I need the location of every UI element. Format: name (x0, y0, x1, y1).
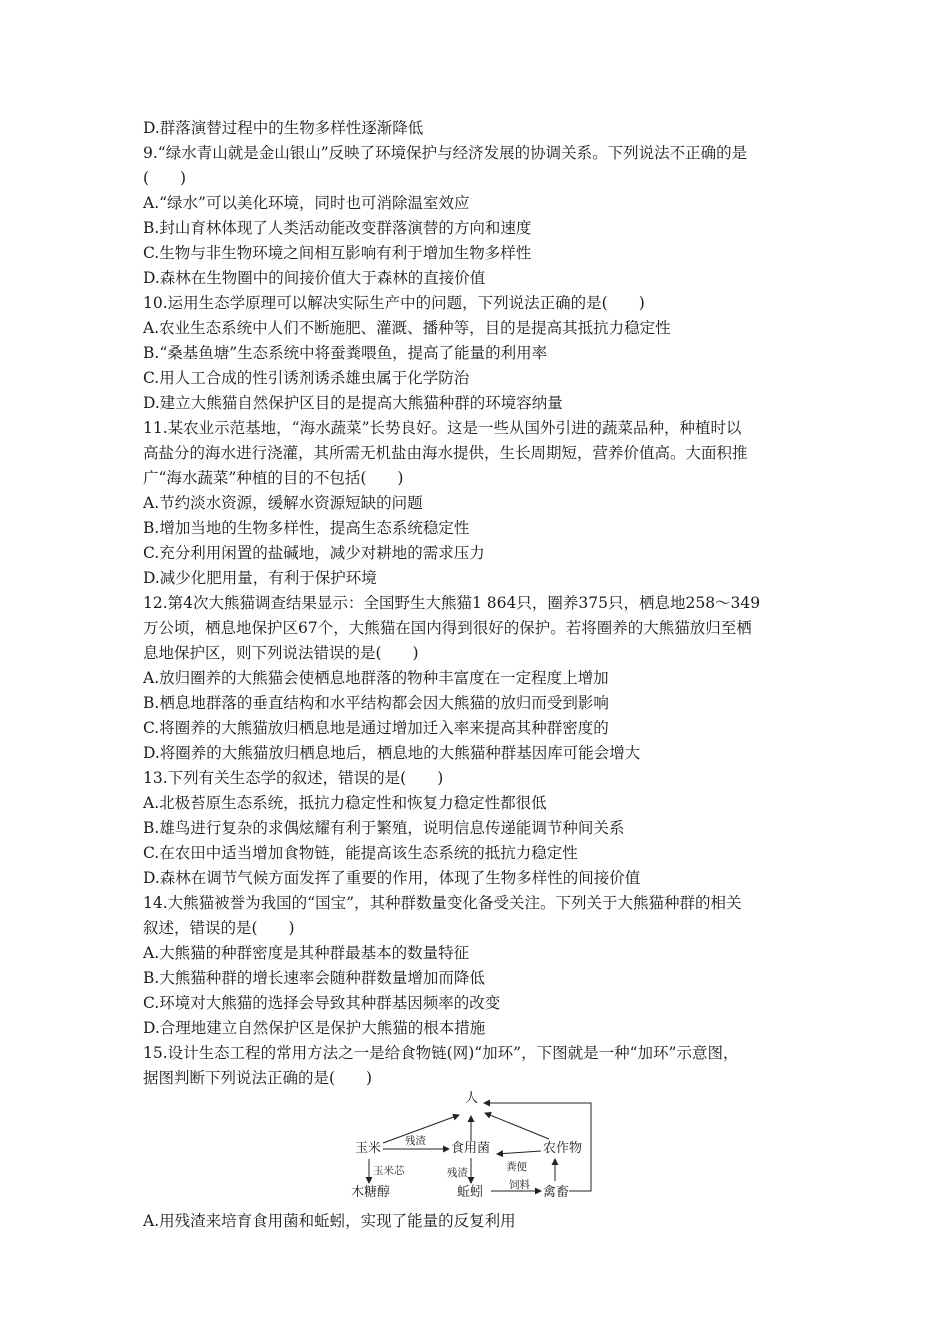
edge-label-manure: 粪便 (506, 1161, 527, 1173)
question-stem: 据图判断下列说法正确的是( ) (143, 1069, 373, 1087)
arrow-crops-to-mushroom (497, 1151, 541, 1154)
question-stem: 11.某农业示范基地，“海水蔬菜”长势良好。这是一些从国外引进的蔬菜品种，种植时以 (143, 419, 742, 437)
option-b: B.栖息地群落的垂直结构和水平结构都会因大熊猫的放归而受到影响 (143, 694, 609, 712)
arrow-crops-to-people (485, 1113, 549, 1139)
option-c: C.在农田中适当增加食物链，能提高该生态系统的抵抗力稳定性 (143, 844, 578, 862)
option-a: A.放归圈养的大熊猫会使栖息地群落的物种丰富度在一定程度上增加 (143, 669, 609, 687)
question-stem: ( ) (143, 169, 187, 187)
node-earthworm: 蚯蚓 (457, 1185, 484, 1200)
option-a: A.“绿水”可以美化环境，同时也可消除温室效应 (143, 194, 470, 212)
option-c: C.用人工合成的性引诱剂诱杀雄虫属于化学防治 (143, 369, 470, 387)
option-c: C.生物与非生物环境之间相互影响有利于增加生物多样性 (143, 244, 532, 262)
edge-label-feed: 饲料 (509, 1179, 530, 1191)
node-people: 人 (465, 1091, 479, 1106)
question-14 (143, 891, 815, 1041)
question-stem: 14.大熊猫被誉为我国的“国宝”，其种群数量变化备受关注。下列关于大熊猫种群的相关 (143, 894, 742, 912)
option-b: B.增加当地的生物多样性，提高生态系统稳定性 (143, 519, 470, 537)
question-8-option-d: D.群落演替过程中的生物多样性逐渐降低 (143, 119, 424, 137)
edge-label-residue: 残渣 (447, 1167, 468, 1179)
question-10 (143, 291, 815, 416)
question-stem: 10.运用生态学原理可以解决实际生产中的问题，下列说法正确的是( ) (143, 294, 645, 312)
option-a: A.节约淡水资源，缓解水资源短缺的问题 (143, 494, 423, 512)
option-b: B.“桑基鱼塘”生态系统中将蚕粪喂鱼，提高了能量的利用率 (143, 344, 548, 362)
option-a: A.用残渣来培育食用菌和蚯蚓，实现了能量的反复利用 (143, 1212, 516, 1230)
question-12 (143, 591, 815, 766)
option-d: D.建立大熊猫自然保护区目的是提高大熊猫种群的环境容纳量 (143, 394, 563, 412)
option-a: A.北极苔原生态系统，抵抗力稳定性和恢复力稳定性都很低 (143, 794, 547, 812)
node-corn: 玉米 (355, 1141, 382, 1156)
question-stem: 息地保护区，则下列说法错误的是( ) (143, 644, 419, 662)
question-stem: 13.下列有关生态学的叙述，错误的是( ) (143, 769, 444, 787)
option-b: B.大熊猫种群的增长速率会随种群数量增加而降低 (143, 969, 485, 987)
option-d: D.合理地建立自然保护区是保护大熊猫的根本措施 (143, 1019, 486, 1037)
option-d: D.森林在生物圈中的间接价值大于森林的直接价值 (143, 269, 486, 287)
option-d: D.将圈养的大熊猫放归栖息地后，栖息地的大熊猫种群基因库可能会增大 (143, 744, 641, 762)
question-11 (143, 416, 815, 591)
option-b: B.封山育林体现了人类活动能改变群落演替的方向和速度 (143, 219, 532, 237)
question-stem: 万公顷，栖息地保护区67个，大熊猫在国内得到很好的保护。若将圈养的大熊猫放归至栖 (143, 619, 752, 637)
node-xylitol: 木糖醇 (351, 1185, 391, 1200)
option-a: A.大熊猫的种群密度是其种群最基本的数量特征 (143, 944, 470, 962)
option-b: B.雄鸟进行复杂的求偶炫耀有利于繁殖，说明信息传递能调节种间关系 (143, 819, 625, 837)
question-stem: 叙述，错误的是( ) (143, 919, 295, 937)
question-stem: 广“海水蔬菜”种植的目的不包括( ) (143, 469, 404, 487)
edge-label-corn-core: 玉米芯 (373, 1165, 405, 1177)
edge-label-residue: 残渣 (405, 1135, 426, 1147)
option-d: D.森林在调节气候方面发挥了重要的作用，体现了生物多样性的间接价值 (143, 869, 641, 887)
option-c: C.充分利用闲置的盐碱地，减少对耕地的需求压力 (143, 544, 485, 562)
option-c: C.将圈养的大熊猫放归栖息地是通过增加迁入率来提高其种群密度的 (143, 719, 609, 737)
node-crops: 农作物 (543, 1141, 583, 1156)
option-d: D.减少化肥用量，有利于保护环境 (143, 569, 377, 587)
option-c: C.环境对大熊猫的选择会导致其种群基因频率的改变 (143, 994, 501, 1012)
page-content (143, 116, 815, 1234)
question-stem: 9.“绿水青山就是金山银山”反映了环境保护与经济发展的协调关系。下列说法不正确的是 (143, 144, 748, 162)
question-stem: 15.设计生态工程的常用方法之一是给食物链(网)“加环”，下图就是一种“加环”示意图， (143, 1044, 739, 1062)
food-web-diagram (143, 1091, 815, 1209)
question-stem: 12.第4次大熊猫调查结果显示：全国野生大熊猫1 864只，圈养375只，栖息地258～349 (143, 594, 761, 612)
question-13 (143, 766, 815, 891)
question-stem: 高盐分的海水进行浇灌，其所需无机盐由海水提供，生长周期短，营养价值高。大面积推 (143, 444, 748, 462)
node-mushroom: 食用菌 (451, 1141, 491, 1156)
node-livestock: 禽畜 (543, 1185, 570, 1200)
question-9 (143, 141, 815, 291)
question-15 (143, 1041, 815, 1234)
option-a: A.农业生态系统中人们不断施肥、灌溉、播种等，目的是提高其抵抗力稳定性 (143, 319, 671, 337)
